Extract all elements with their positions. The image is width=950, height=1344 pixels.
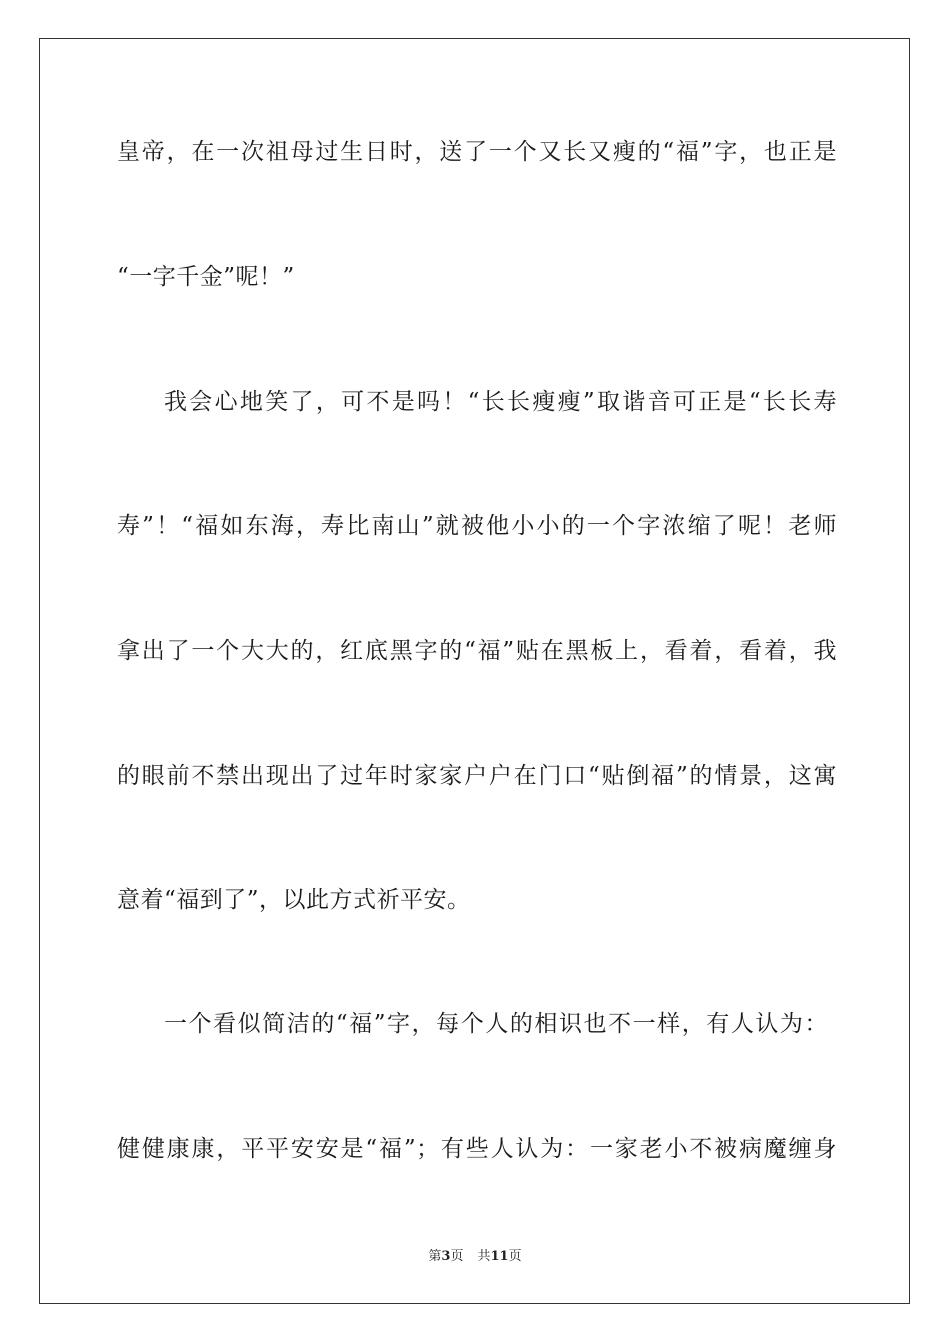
- page-border: [39, 38, 910, 1304]
- page-footer: [0, 1249, 950, 1265]
- footer-page-suffix: 页: [450, 1249, 464, 1264]
- footer-page-number: 3: [441, 1249, 451, 1264]
- text-line-5: 拿出了一个大大的，红底黑字的“福”贴在黑板上，看着，看着，我: [117, 638, 837, 664]
- footer-total-suffix: 页: [508, 1249, 522, 1264]
- footer-total-pages: 11: [490, 1249, 509, 1264]
- footer-page-prefix: 第: [428, 1249, 442, 1264]
- text-line-2: “一字千金”呢！”: [117, 264, 295, 290]
- text-line-8: 一个看似简洁的“福”字，每个人的相识也不一样，有人认为：: [164, 1011, 828, 1037]
- text-line-4: 寿”！“福如东海，寿比南山”就被他小小的一个字浓缩了呢！老师: [117, 513, 837, 539]
- text-line-6: 的眼前不禁出现出了过年时家家户户在门口“贴倒福”的情景，这寓: [117, 763, 837, 789]
- text-line-9: 健健康康，平平安安是“福”；有些人认为：一家老小不被病魔缠身: [117, 1136, 837, 1162]
- text-line-1: 皇帝，在一次祖母过生日时，送了一个又长又瘦的“福”字，也正是: [117, 139, 837, 165]
- text-line-3: 我会心地笑了，可不是吗！“长长瘦瘦”取谐音可正是“长长寿: [164, 389, 837, 415]
- text-line-7: 意着“福到了”，以此方式祈平安。: [117, 887, 471, 913]
- footer-total-prefix: 共: [477, 1249, 491, 1264]
